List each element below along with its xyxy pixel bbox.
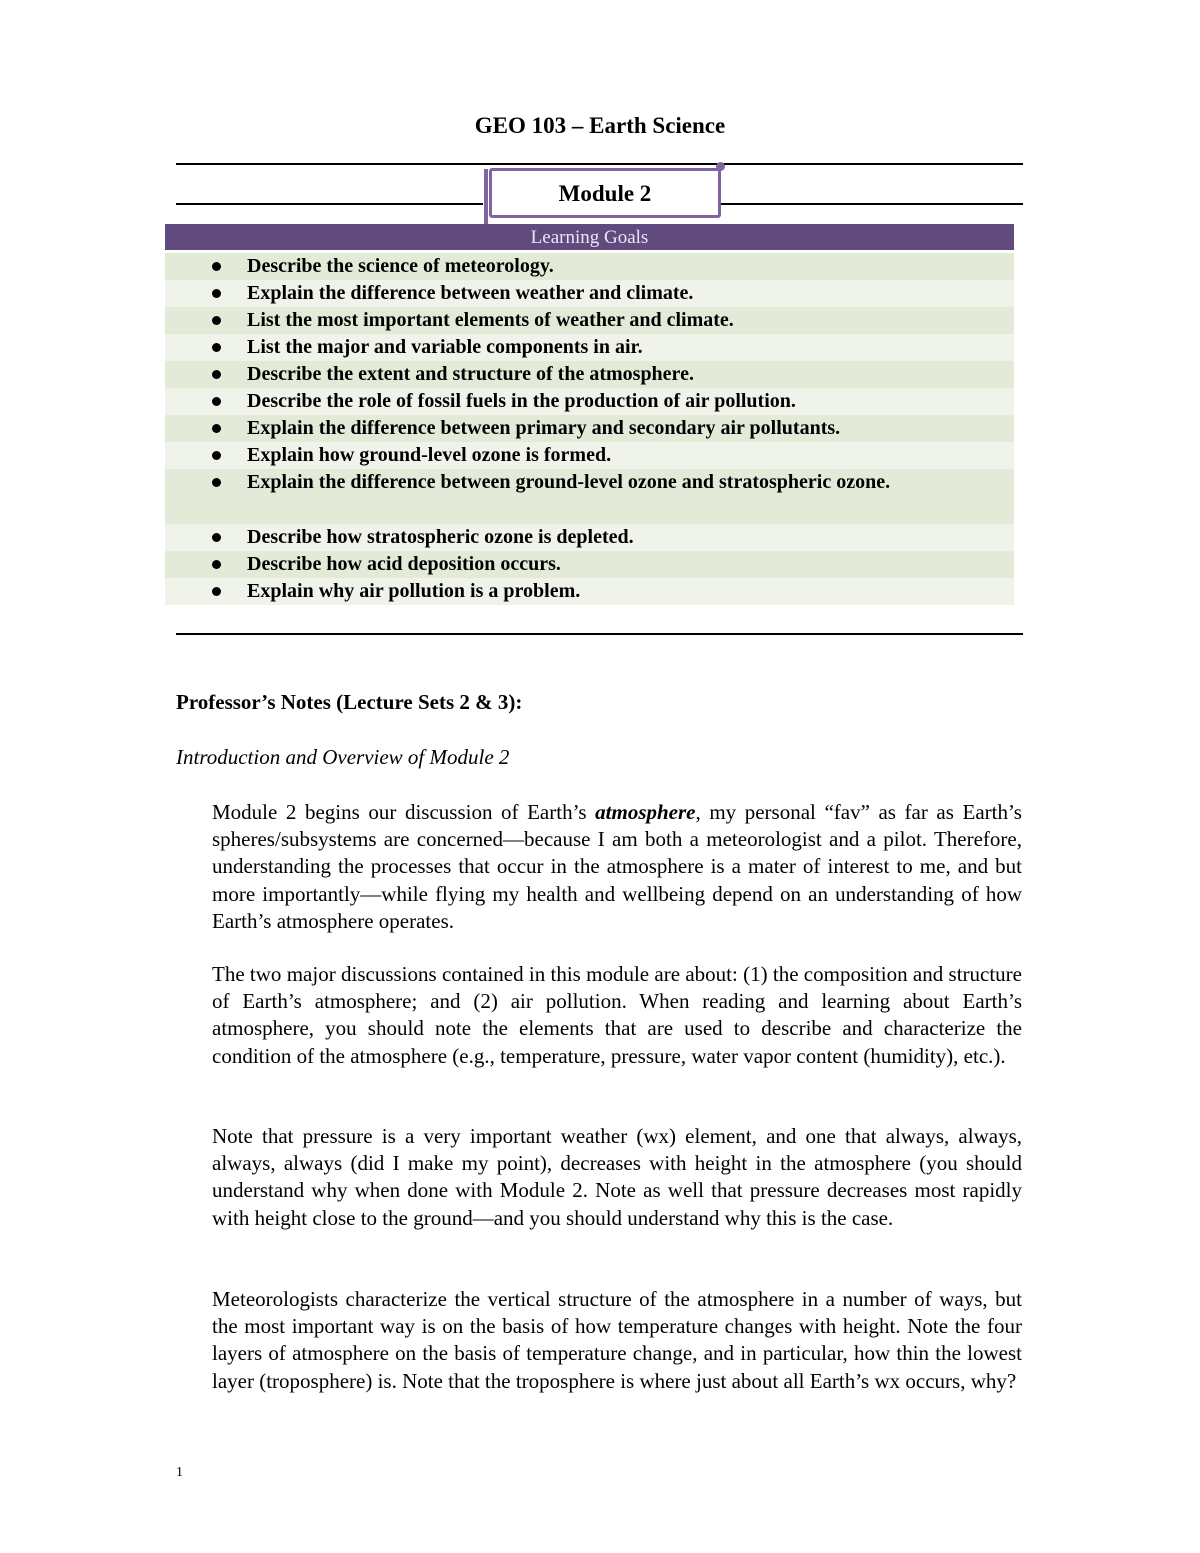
intro-heading: Introduction and Overview of Module 2 xyxy=(176,745,510,769)
paragraph-2: The two major discussions contained in this module are about: (1) the composition and structure of Earth’s atmosphere; and (2) air pollution. When reading and learning about Earth’s atmosphere, you should note the elements that are used to describe and characterize the condition of the atmosphere (e.g., temperature, pressure, water vapor content (humidity), etc.). xyxy=(212,962,1022,1068)
list-item xyxy=(165,551,1014,578)
bullet-icon xyxy=(212,370,221,379)
paragraph-1 xyxy=(212,799,1022,935)
list-item xyxy=(165,578,1014,605)
paragraph-4: Meteorologists characterize the vertical structure of the atmosphere in a number of ways, but the most important way is on the basis of how temperature changes with height. Note the four layers of atmosphere on the basis of temperature change, and in particular, how thin the lowest layer (troposphere) is. Note that the troposphere is where just about all Earth’s wx occurs, why? xyxy=(212,1287,1022,1393)
top-rule xyxy=(176,163,1023,165)
list-item xyxy=(165,280,1014,307)
bullet-icon xyxy=(212,587,221,596)
goal-text: Explain the difference between weather and climate. xyxy=(247,282,694,304)
emphasis-atmosphere: atmosphere xyxy=(595,800,696,824)
list-item xyxy=(165,334,1014,361)
bottom-rule xyxy=(176,633,1023,635)
paragraph-1-after: , my personal “fav” as far as Earth’s spheres/subsystems are concerned—because I am both a meteorologist and a pilot. Therefore, understanding the processes that occur in the atmosphere is a mater of interest to me, and but more importantly—while flying my health and wellbeing depend on an understanding of how Earth’s atmosphere operates. xyxy=(212,800,1022,933)
bullet-icon xyxy=(212,533,221,542)
bullet-icon xyxy=(212,316,221,325)
list-item xyxy=(165,361,1014,388)
list-item xyxy=(165,388,1014,415)
paragraph-1-before: Module 2 begins our discussion of Earth’s xyxy=(212,800,596,824)
goal-text: Explain why air pollution is a problem. xyxy=(247,580,581,602)
list-item xyxy=(165,253,1014,280)
bullet-icon xyxy=(212,289,221,298)
bullet-icon xyxy=(212,343,221,352)
module-box-dot xyxy=(716,162,725,171)
bullet-icon xyxy=(212,451,221,460)
goal-text: Describe the role of fossil fuels in the production of air pollution. xyxy=(247,390,796,412)
module-box xyxy=(489,168,721,218)
list-item xyxy=(165,307,1014,334)
page-number: 1 xyxy=(176,1465,183,1480)
bullet-icon xyxy=(212,397,221,406)
bullet-icon xyxy=(212,478,221,487)
document-title: GEO 103 – Earth Science xyxy=(474,113,726,138)
list-item xyxy=(165,442,1014,469)
module-box-accent xyxy=(484,169,488,227)
bullet-icon xyxy=(212,560,221,569)
list-item xyxy=(165,524,1014,551)
notes-heading: Professor’s Notes (Lecture Sets 2 & 3): xyxy=(176,690,523,714)
goal-text: Explain how ground-level ozone is formed. xyxy=(247,444,612,466)
list-item xyxy=(165,469,1014,524)
goal-text: Explain the difference between ground-level ozone and stratospheric ozone. xyxy=(247,471,891,493)
module-rule-right xyxy=(721,203,1023,205)
goal-text: Explain the difference between primary and secondary air pollutants. xyxy=(247,417,841,439)
goal-text: List the most important elements of weather and climate. xyxy=(247,309,734,331)
bullet-icon xyxy=(212,262,221,271)
learning-goals-list xyxy=(165,253,1014,605)
goal-text: Describe the science of meteorology. xyxy=(247,255,554,277)
module-label: Module 2 xyxy=(558,181,652,206)
paragraph-3: Note that pressure is a very important weather (wx) element, and one that always, always, always, always (did I make my point), decreases with height in the atmosphere (you should understand why when done with Module 2. Note as well that pressure decreases most rapidly with height close to the ground—and you should understand why this is the case. xyxy=(212,1124,1022,1230)
list-item xyxy=(165,415,1014,442)
module-rule-left xyxy=(176,203,483,205)
goal-text: Describe how stratospheric ozone is depleted. xyxy=(247,526,634,548)
goal-text: Describe how acid deposition occurs. xyxy=(247,553,561,575)
goal-text: List the major and variable components in air. xyxy=(247,336,643,358)
bullet-icon xyxy=(212,424,221,433)
learning-goals-header: Learning Goals xyxy=(165,224,1014,250)
goal-text: Describe the extent and structure of the atmosphere. xyxy=(247,363,694,385)
